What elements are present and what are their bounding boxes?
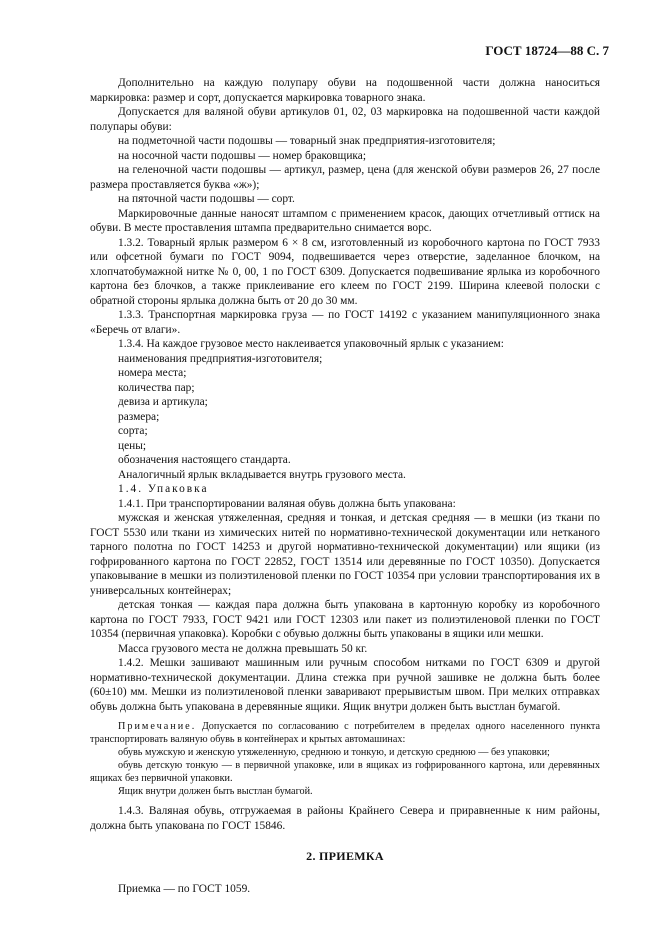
paragraph: мужская и женская утяжеленная, средняя и тонкая, и детская средняя — в мешки (из ткани по ГОСТ 5530 или ткани из химических нитей по нормативно-технической документации или нетканого тарного полотна по ГОСТ 14253 и другой нормативно-технической документации) или ящики (из гофрированного картона по ГОСТ 22852, ГОСТ 13514 или деревянные по ГОСТ 10350). Допускается упаковывание в мешки из полиэтиленовой пленки по ГОСТ 10354 при условии транспортирования их в универсальных контейнерах; — [90, 512, 600, 597]
list-item: на геленочной части подошвы — артикул, размер, цена (для женской обуви размеров 26, 27 после размера проставляется буква «ж»); — [90, 164, 600, 191]
note-label: Примечание. — [118, 721, 197, 732]
note-item: обувь детскую тонкую — в первичной упаковке, или в ящиках из гофрированного картона, или деревянных ящиках без первичной упаковки. — [90, 760, 600, 784]
paragraph: детская тонкая — каждая пара должна быть упакована в картонную коробку из коробочного картона по ГОСТ 7933, ГОСТ 9421 или ГОСТ 12303 или пакет из полиэтиленовой пленки по ГОСТ 10354 (первичная упаковка). Коробки с обувью должны быть упакованы в ящики или мешки. — [90, 599, 600, 640]
paragraph: Допускается для валяной обуви артикулов 01, 02, 03 маркировка на подошвенной части каждой полупары обуви: — [90, 106, 600, 133]
page-header: ГОСТ 18724—88 С. 7 — [485, 43, 609, 58]
document-body — [90, 76, 600, 896]
list-item: обозначения настоящего стандарта. — [118, 454, 291, 466]
paragraph: Маркировочные данные наносят штампом с применением красок, дающих отчетливый оттиск на обуви. В месте проставления штампа предварительно снимается ворс. — [90, 207, 600, 234]
list-item: на носочной части подошвы — номер браковщика; — [118, 149, 367, 162]
note-item: обувь мужскую и женскую утяжеленную, среднюю и тонкую, и детскую среднюю — без упаковки; — [118, 747, 550, 758]
paragraph: Масса грузового места не должна превышать 50 кг. — [118, 642, 368, 655]
paragraph-1-4-3: 1.4.3. Валяная обувь, отгружаемая в районы Крайнего Севера и приравненные к ним районы, должна быть упакована по ГОСТ 15846. — [90, 805, 600, 832]
list-item: номера места; — [118, 367, 187, 379]
paragraph: Приемка — по ГОСТ 1059. — [118, 882, 251, 895]
paragraph-1-3-3: 1.3.3. Транспортная маркировка груза — по ГОСТ 14192 с указанием манипуляционного знака «Беречь от влаги». — [90, 309, 600, 336]
list-item: цены; — [118, 439, 147, 452]
paragraph-1-4-2: 1.4.2. Мешки зашивают машинным или ручным способом нитками по ГОСТ 6309 и другой нормативно-технической документации. Длина стежка при ручной зашивке не должна быть более (60±10) мм. Мешки из полиэтиленовой пленки заваривают прерывистым швом. При мелких отправках обувь должна быть упакована в деревянные ящики. Ящик внутри должен быть выстлан бумагой. — [90, 657, 600, 713]
note-item: Ящик внутри должен быть выстлан бумагой. — [118, 786, 313, 797]
label-list — [90, 352, 600, 468]
list-item: сорта; — [118, 425, 148, 437]
paragraph-1-4-1: 1.4.1. При транспортировании валяная обувь должна быть упакована: — [118, 497, 456, 510]
list-item: размера; — [118, 410, 160, 423]
marking-list — [90, 134, 600, 207]
paragraph-1-3-4: 1.3.4. На каждое грузовое место наклеивается упаковочный ярлык с указанием: — [118, 338, 504, 350]
subsection-heading: 1.4. Упаковка — [118, 483, 209, 495]
note-text: Допускается по согласованию с потребителем в пределах одного населенного пункта транспортировать валяную обувь в контейнерах и крытых автомашинах: — [90, 721, 600, 745]
list-item: на подметочной части подошвы — товарный знак предприятия-изготовителя; — [118, 135, 496, 147]
section-title: 2. ПРИЕМКА — [306, 849, 384, 863]
paragraph-1-3-2: 1.3.2. Товарный ярлык размером 6 × 8 см, изготовленный из коробочного картона по ГОСТ 7933 или офсетной бумаги по ГОСТ 9094, подвешивается через отверстие, заделанное блочком, на хлопчатобумажной нитке № 0, 00, 1 по ГОСТ 6309. Допускается подвешивание ярлыка из коробочного картона без блочков, а также приклеивание его клеем по ГОСТ 2199. Ширина клеевой полоски с обратной стороны ярлыка должна быть от 20 до 30 мм. — [90, 236, 600, 307]
list-item: количества пар; — [118, 381, 195, 394]
list-item: наименования предприятия-изготовителя; — [118, 352, 323, 365]
list-item: девиза и артикула; — [118, 396, 208, 408]
paragraph: Аналогичный ярлык вкладывается внутрь грузового места. — [118, 468, 406, 481]
paragraph: Дополнительно на каждую полупару обуви на подошвенной части должна наноситься маркировка: размер и сорт, допускается маркировка товарного знака. — [90, 77, 600, 104]
note-block — [90, 720, 600, 798]
list-item: на пяточной части подошвы — сорт. — [118, 193, 295, 205]
note-paragraph — [90, 720, 600, 746]
